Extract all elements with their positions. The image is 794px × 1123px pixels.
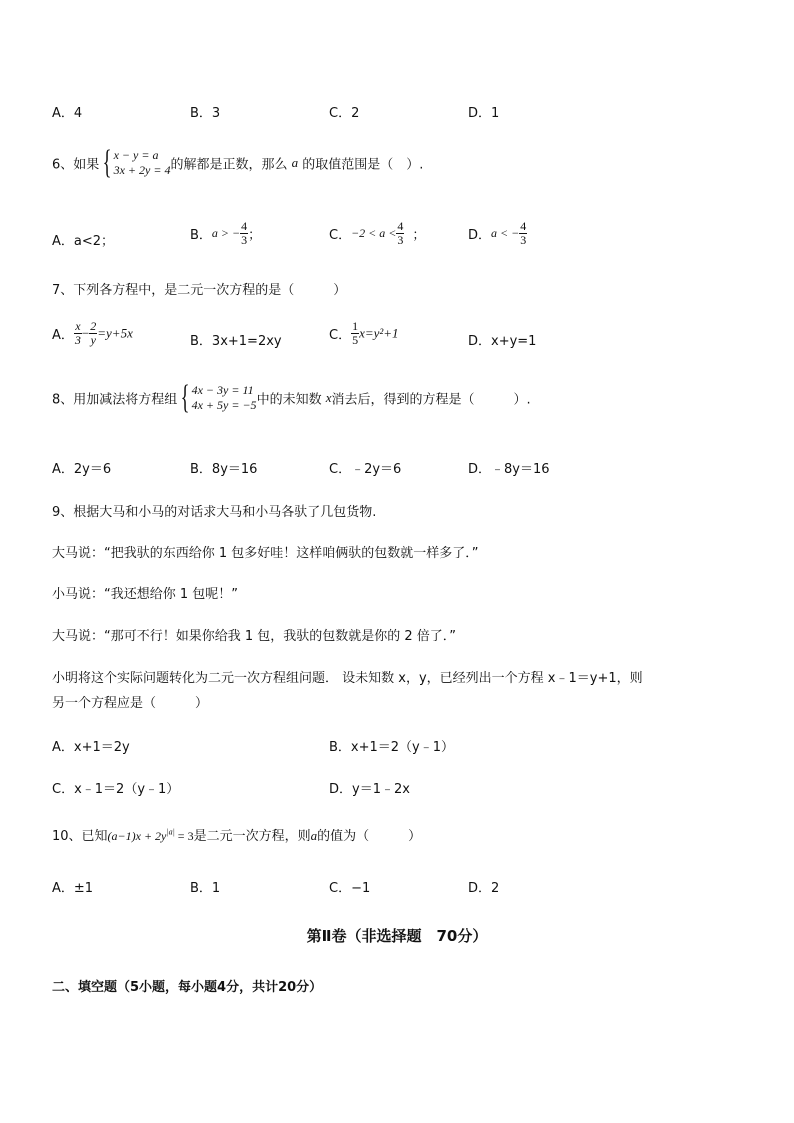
- q10-prefix: 10、已知: [52, 829, 108, 844]
- fraction-denominator: y: [90, 333, 96, 347]
- fraction-numerator: 4: [397, 219, 404, 233]
- brace-icon: {: [180, 379, 190, 416]
- q6-option-d-expr: a < −: [491, 226, 520, 240]
- q10-exponent: |a|: [166, 827, 175, 837]
- q9-question-line: 另一个方程应是（ ）: [52, 696, 209, 711]
- q8-eq1: 4x − 3y = 11: [191, 383, 254, 397]
- q6-option-b-fraction: [240, 220, 248, 247]
- q5-option-c: C．2: [329, 106, 360, 121]
- q6-equation-system: [99, 146, 170, 180]
- q6-option-b-end: ；: [248, 228, 262, 243]
- fraction-numerator: x: [75, 319, 81, 333]
- q6-option-b-expr: a > −: [211, 226, 241, 240]
- q6-option-c-fraction: [396, 220, 404, 247]
- q6-eq1: x − y = a: [113, 148, 159, 162]
- brace-icon: {: [102, 144, 112, 181]
- q10-expression: (a−1)x + 2y: [107, 829, 167, 843]
- fraction-numerator: 4: [241, 219, 248, 233]
- q9-dialogue-2: 小马说：“我还想给你 1 包呢！”: [52, 587, 239, 602]
- q9-option-c: C．x﹣1＝2（y﹣1）: [52, 782, 180, 797]
- q6-option-a: A．a<2；: [52, 234, 115, 249]
- q6-option-d-fraction: [519, 220, 527, 247]
- q8-option-c: C．﹣2y＝6: [329, 462, 402, 477]
- q6-suffix: 的解都是正数，那么: [170, 157, 288, 173]
- q7-stem: 7、下列各方程中，是二元一次方程的是（ ）: [52, 283, 347, 298]
- q7-option-c-fraction: [351, 320, 359, 347]
- q9-conversion-line: 小明将这个实际问题转化为二元一次方程组问题． 设未知数 x，y，已经列出一个方程 x﹣1＝y+1，则: [52, 671, 643, 686]
- q8-prefix: 8、用加减法将方程组: [52, 392, 178, 408]
- q6-option-c-expr: −2 < a <: [351, 226, 397, 240]
- fraction-denominator: 3: [74, 333, 81, 347]
- q10-var: a: [310, 828, 318, 843]
- q9-stem: 9、根据大马和小马的对话求大马和小马各驮了几包货物.: [52, 505, 377, 520]
- q10-option-b: B．1: [190, 881, 221, 896]
- q6-option-d-label: D．: [468, 228, 492, 243]
- fraction-denominator: 3: [241, 233, 248, 247]
- q6-eq2: 3x + 2y = 4: [113, 163, 171, 177]
- q6-var: a: [291, 155, 299, 170]
- fraction-numerator: 4: [520, 219, 527, 233]
- q5-option-a: A．4: [52, 106, 83, 121]
- q8-option-b: B．8y＝16: [190, 462, 258, 477]
- part2-title: 第Ⅱ卷（非选择题 70分）: [306, 927, 488, 945]
- q5-option-b: B．3: [190, 106, 221, 121]
- q6-prefix: 6、如果: [52, 157, 100, 173]
- fraction-denominator: 3: [397, 233, 404, 247]
- q10-stem: [52, 825, 421, 844]
- q6-option-c-label: C．: [329, 228, 352, 243]
- q6-option-b-label: B．: [190, 228, 212, 243]
- q10-option-c: C．−1: [329, 881, 371, 896]
- q9-dialogue-1: 大马说：“把我驮的东西给你 1 包多好哇！这样咱俩驮的包数就一样多了．”: [52, 546, 479, 561]
- fraction-numerator: 1: [352, 319, 359, 333]
- q6-option-c: [329, 220, 425, 247]
- q8-eq2: 4x + 5y = −5: [191, 398, 257, 412]
- q7-option-a-fraction1: [74, 320, 82, 347]
- q7-option-a: [52, 320, 133, 347]
- fraction-denominator: 3: [520, 233, 527, 247]
- q6-suffix2: 的取值范围是（ ）.: [302, 157, 424, 173]
- q6-option-b: [190, 220, 261, 247]
- q10-option-d: D．2: [468, 881, 500, 896]
- fraction-numerator: 2: [90, 319, 97, 333]
- q7-option-c-end: x=y²+1: [359, 325, 399, 341]
- q5-option-d: D．1: [468, 106, 500, 121]
- q9-option-b: B．x+1＝2（y﹣1）: [329, 740, 455, 755]
- q7-option-c: [329, 320, 399, 347]
- q6-stem: [52, 146, 423, 180]
- q10-suffix2: 的值为（ ）: [317, 829, 422, 844]
- q8-option-d: D．﹣8y＝16: [468, 462, 550, 477]
- q9-dialogue-3: 大马说：“那可不行！如果你给我 1 包，我驮的包数就是你的 2 倍了．”: [52, 629, 457, 644]
- q8-var: x: [325, 390, 332, 405]
- q10-option-a: A．±1: [52, 881, 94, 896]
- q10-suffix: 是二元一次方程，则: [193, 829, 311, 844]
- q9-option-d: D．y＝1﹣2x: [329, 782, 410, 797]
- q8-suffix2: 消去后，得到的方程是（ ）.: [331, 392, 531, 408]
- q8-option-a: A．2y＝6: [52, 462, 112, 477]
- q7-option-c-label: C．: [329, 328, 352, 343]
- q7-option-a-label: A．: [52, 328, 74, 343]
- q7-option-a-end: =y+5x: [97, 325, 133, 341]
- q7-option-b: B．3x+1=2xy: [190, 334, 282, 349]
- q9-option-a: A．x+1＝2y: [52, 740, 130, 755]
- q6-option-c-end: ；: [412, 228, 426, 243]
- q8-suffix: 中的未知数: [256, 392, 322, 408]
- q6-option-d: [468, 220, 527, 247]
- q10-expression-end: = 3: [174, 829, 194, 843]
- fraction-denominator: 5: [352, 333, 359, 347]
- section-heading-fill-in: 二、填空题（5小题，每小题4分，共计20分）: [52, 980, 323, 995]
- q8-equation-system: [177, 381, 256, 415]
- q7-option-d: D．x+y=1: [468, 334, 537, 349]
- q8-stem: [52, 381, 531, 415]
- q7-option-a-minus: −: [81, 325, 90, 341]
